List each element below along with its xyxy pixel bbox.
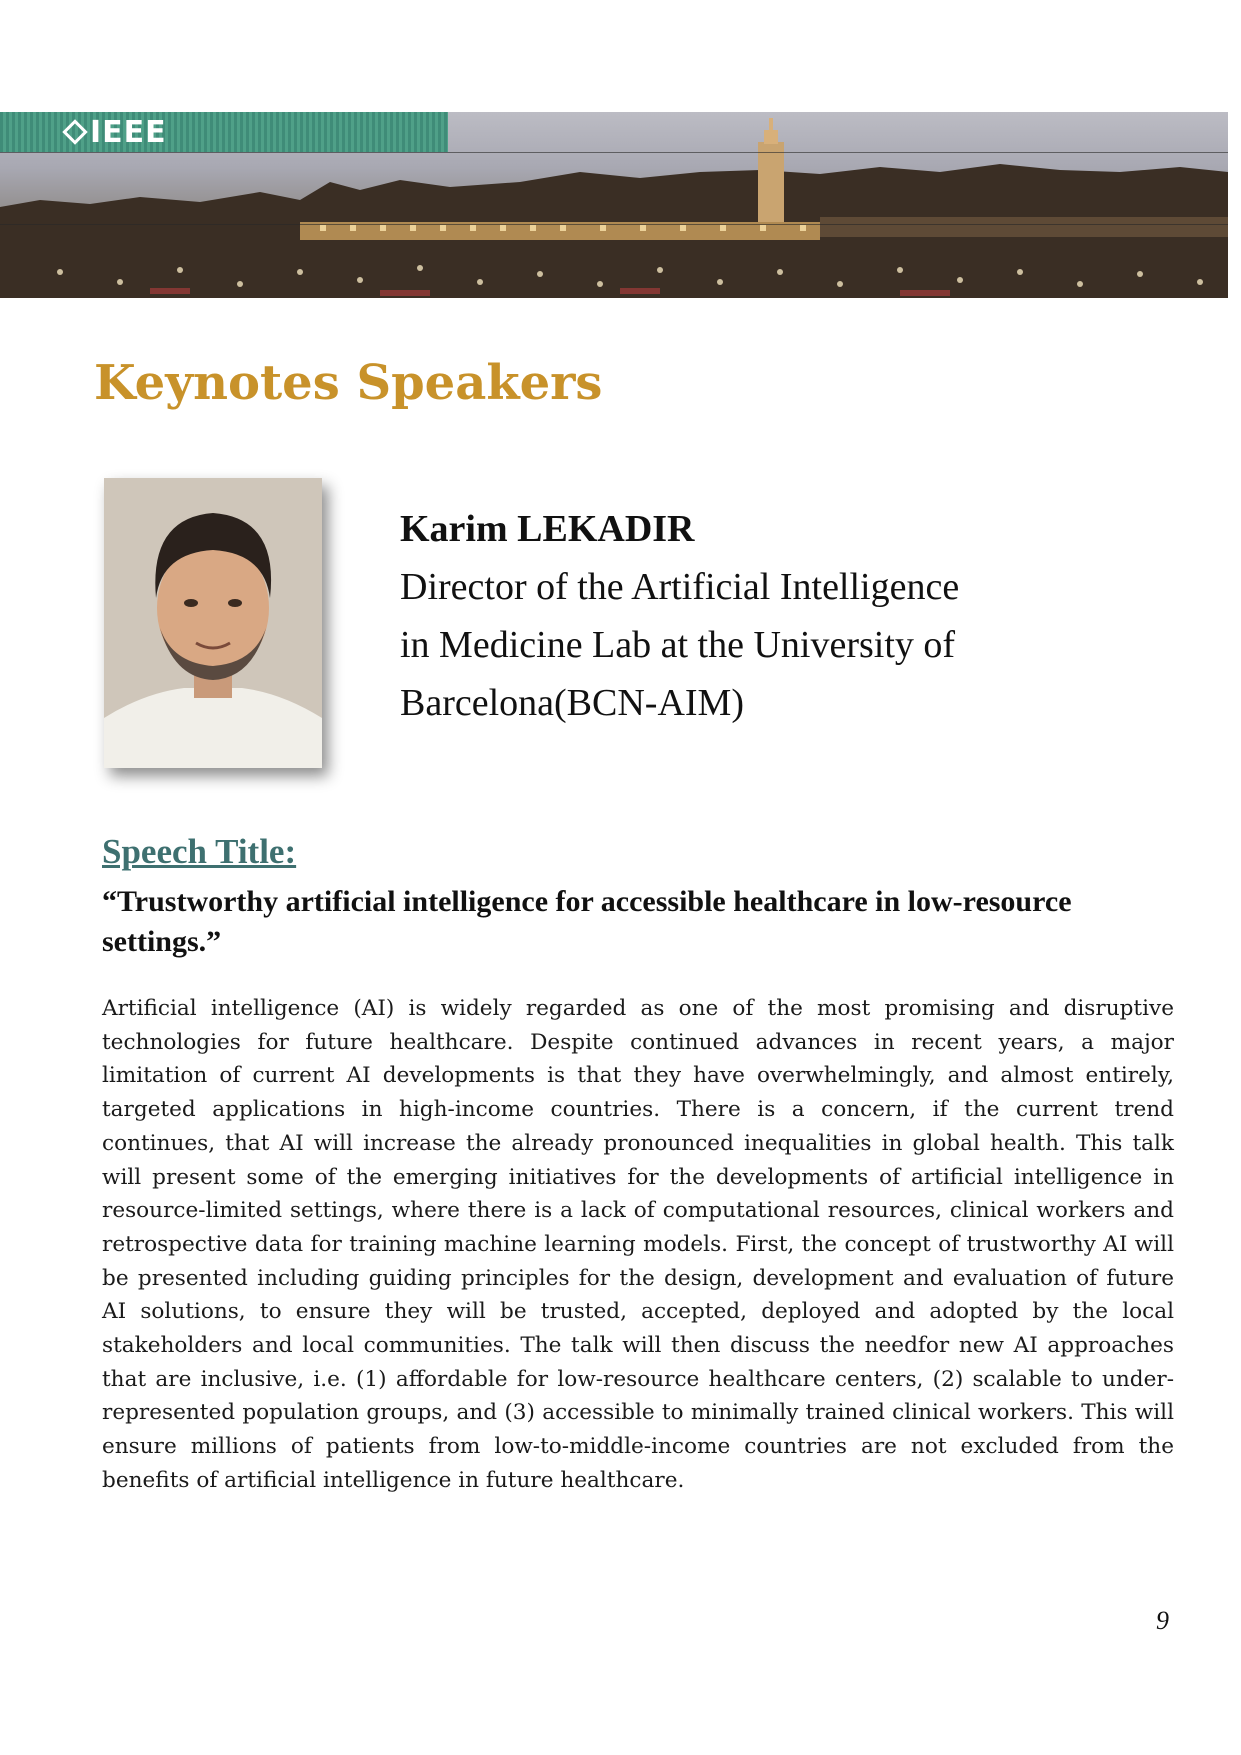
speech-title-label: Speech Title:	[102, 832, 297, 871]
banner-divider	[0, 152, 1228, 153]
speaker-role-line: in Medicine Lab at the University of	[400, 624, 956, 666]
speaker-role-line: Director of the Artificial Intelligence	[400, 566, 960, 608]
speaker-info	[400, 500, 1160, 732]
speaker-role-line: Barcelona(BCN-AIM)	[400, 682, 745, 724]
speaker-name: Karim LEKADIR	[400, 508, 695, 550]
ieee-logo	[66, 115, 167, 149]
speech-abstract: Artificial intelligence (AI) is widely regarded as one of the most promising and disruptive technologies for future healthcare. Despite continued advances in recent years, a major limitation of current AI developments is that they have overwhelmingly, and almost entirely, targeted applications in high-income countries. There is a concern, if the current trend continues, that AI will increase the already pronounced inequalities in global health. This talk will present some of the emerging initiatives for the developments of artificial intelligence in resource-limited settings, where there is a lack of computational resources, clinical workers and retrospective data for training machine learning models. First, the concept of trustworthy AI will be presented including guiding principles for the design, development and evaluation of future AI solutions, to ensure they will be trusted, accepted, deployed and adopted by the local stakeholders and local communities. The talk will then discuss the needfor new AI approaches that are inclusive, i.e. (1) affordable for low-resource healthcare centers, (2) scalable to under-represented population groups, and (3) accessible to minimally trained clinical workers. This will ensure millions of patients from low-to-middle-income countries are not excluded from the benefits of artificial intelligence in future healthcare.	[102, 996, 1174, 1493]
banner-divider	[0, 224, 1228, 225]
ieee-diamond-icon	[62, 119, 87, 144]
page-number: 9	[1156, 1606, 1169, 1635]
header-banner	[0, 112, 1228, 298]
ieee-logo-text: IEEE	[90, 114, 167, 150]
speech-title: “Trustworthy artificial intelligence for accessible healthcare in low-resource settings.”	[102, 885, 1072, 958]
speaker-photo	[104, 478, 322, 768]
page-title: Keynotes Speakers	[94, 355, 603, 411]
